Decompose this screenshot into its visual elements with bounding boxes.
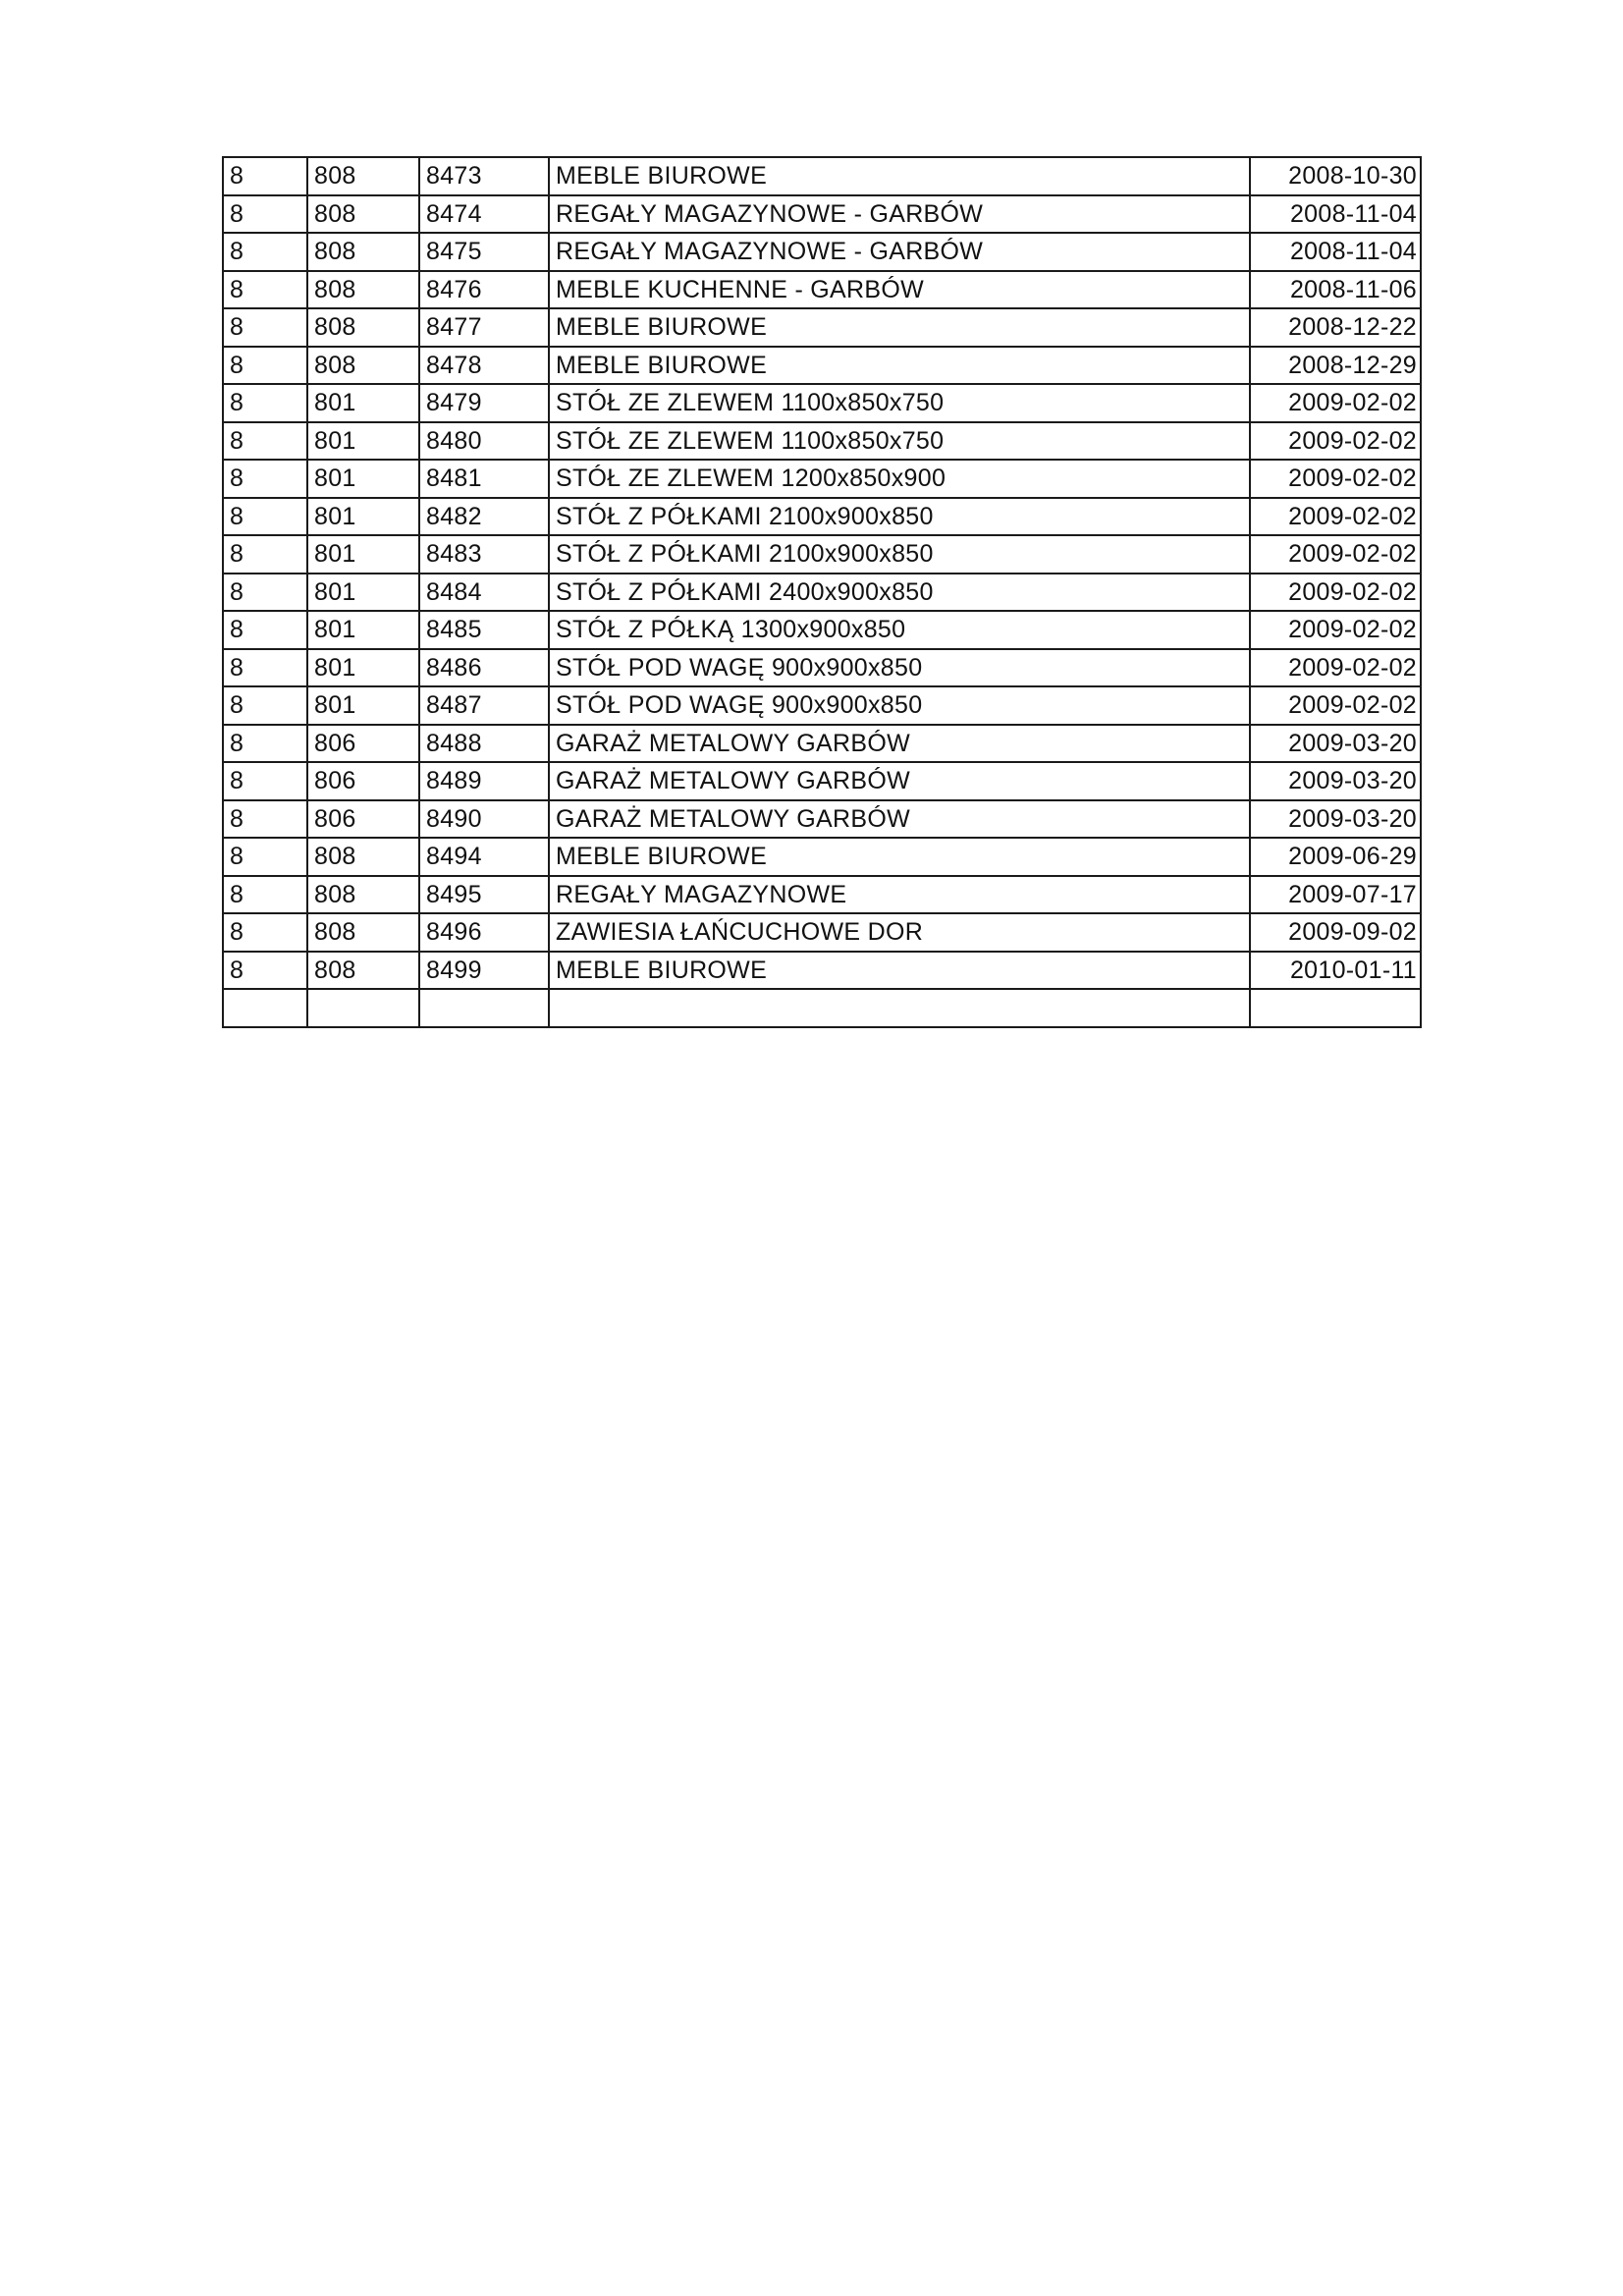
description-cell: MEBLE BIUROWE: [549, 952, 1250, 990]
date-cell: 2009-02-02: [1250, 384, 1421, 422]
subgroup-cell: 808: [307, 157, 419, 195]
date-cell: 2009-06-29: [1250, 838, 1421, 876]
inventory-number-cell: 8474: [419, 195, 549, 234]
description-cell: MEBLE BIUROWE: [549, 347, 1250, 385]
subgroup-cell: 801: [307, 460, 419, 498]
description-cell: STÓŁ Z PÓŁKAMI 2100x900x850: [549, 498, 1250, 536]
subgroup-cell: 808: [307, 195, 419, 234]
table-row: [223, 952, 1421, 990]
table-row: [223, 800, 1421, 839]
inventory-number-cell: 8478: [419, 347, 549, 385]
table-row: [223, 989, 1421, 1027]
group-cell: 8: [223, 952, 307, 990]
subgroup-cell: 801: [307, 384, 419, 422]
inventory-number-cell: 8486: [419, 649, 549, 687]
inventory-number-cell: 8479: [419, 384, 549, 422]
date-cell: 2008-10-30: [1250, 157, 1421, 195]
inventory-number-cell: [419, 989, 549, 1027]
group-cell: 8: [223, 762, 307, 800]
table-row: [223, 535, 1421, 574]
group-cell: 8: [223, 308, 307, 347]
inventory-table-body: [223, 157, 1421, 1027]
description-cell: STÓŁ POD WAGĘ 900x900x850: [549, 686, 1250, 725]
description-cell: STÓŁ ZE ZLEWEM 1100x850x750: [549, 384, 1250, 422]
group-cell: 8: [223, 422, 307, 461]
inventory-number-cell: 8484: [419, 574, 549, 612]
subgroup-cell: 806: [307, 725, 419, 763]
description-cell: REGAŁY MAGAZYNOWE: [549, 876, 1250, 914]
table-row: [223, 876, 1421, 914]
table-row: [223, 460, 1421, 498]
description-cell: STÓŁ ZE ZLEWEM 1100x850x750: [549, 422, 1250, 461]
description-cell: [549, 989, 1250, 1027]
group-cell: 8: [223, 686, 307, 725]
date-cell: 2009-07-17: [1250, 876, 1421, 914]
date-cell: 2009-03-20: [1250, 762, 1421, 800]
inventory-number-cell: 8473: [419, 157, 549, 195]
table-row: [223, 422, 1421, 461]
date-cell: 2008-11-06: [1250, 271, 1421, 309]
date-cell: 2009-03-20: [1250, 725, 1421, 763]
group-cell: 8: [223, 800, 307, 839]
subgroup-cell: 808: [307, 876, 419, 914]
subgroup-cell: 801: [307, 535, 419, 574]
date-cell: 2008-11-04: [1250, 195, 1421, 234]
inventory-number-cell: 8482: [419, 498, 549, 536]
table-row: [223, 384, 1421, 422]
description-cell: STÓŁ Z PÓŁKAMI 2400x900x850: [549, 574, 1250, 612]
description-cell: REGAŁY MAGAZYNOWE - GARBÓW: [549, 233, 1250, 271]
group-cell: 8: [223, 876, 307, 914]
table-row: [223, 913, 1421, 952]
date-cell: 2009-02-02: [1250, 574, 1421, 612]
inventory-number-cell: 8481: [419, 460, 549, 498]
inventory-number-cell: 8494: [419, 838, 549, 876]
date-cell: 2008-12-22: [1250, 308, 1421, 347]
group-cell: 8: [223, 347, 307, 385]
date-cell: 2009-02-02: [1250, 498, 1421, 536]
inventory-number-cell: 8476: [419, 271, 549, 309]
subgroup-cell: [307, 989, 419, 1027]
inventory-number-cell: 8487: [419, 686, 549, 725]
description-cell: STÓŁ Z PÓŁKĄ 1300x900x850: [549, 611, 1250, 649]
date-cell: 2009-02-02: [1250, 422, 1421, 461]
table-row: [223, 838, 1421, 876]
inventory-number-cell: 8495: [419, 876, 549, 914]
inventory-table: [222, 156, 1422, 1028]
date-cell: 2009-02-02: [1250, 686, 1421, 725]
group-cell: 8: [223, 574, 307, 612]
subgroup-cell: 801: [307, 574, 419, 612]
group-cell: 8: [223, 649, 307, 687]
group-cell: 8: [223, 498, 307, 536]
inventory-number-cell: 8475: [419, 233, 549, 271]
subgroup-cell: 808: [307, 233, 419, 271]
table-row: [223, 195, 1421, 234]
table-row: [223, 308, 1421, 347]
description-cell: GARAŻ METALOWY GARBÓW: [549, 800, 1250, 839]
description-cell: STÓŁ ZE ZLEWEM 1200x850x900: [549, 460, 1250, 498]
subgroup-cell: 801: [307, 422, 419, 461]
description-cell: REGAŁY MAGAZYNOWE - GARBÓW: [549, 195, 1250, 234]
inventory-number-cell: 8489: [419, 762, 549, 800]
date-cell: 2010-01-11: [1250, 952, 1421, 990]
description-cell: GARAŻ METALOWY GARBÓW: [549, 762, 1250, 800]
table-row: [223, 762, 1421, 800]
group-cell: 8: [223, 384, 307, 422]
table-row: [223, 498, 1421, 536]
subgroup-cell: 801: [307, 649, 419, 687]
subgroup-cell: 808: [307, 271, 419, 309]
date-cell: 2008-11-04: [1250, 233, 1421, 271]
inventory-number-cell: 8496: [419, 913, 549, 952]
group-cell: 8: [223, 913, 307, 952]
inventory-number-cell: 8499: [419, 952, 549, 990]
subgroup-cell: 806: [307, 762, 419, 800]
description-cell: MEBLE BIUROWE: [549, 838, 1250, 876]
subgroup-cell: 808: [307, 952, 419, 990]
group-cell: 8: [223, 611, 307, 649]
description-cell: GARAŻ METALOWY GARBÓW: [549, 725, 1250, 763]
table-row: [223, 725, 1421, 763]
date-cell: 2009-02-02: [1250, 535, 1421, 574]
description-cell: MEBLE KUCHENNE - GARBÓW: [549, 271, 1250, 309]
group-cell: 8: [223, 157, 307, 195]
subgroup-cell: 808: [307, 308, 419, 347]
group-cell: 8: [223, 271, 307, 309]
inventory-number-cell: 8485: [419, 611, 549, 649]
table-row: [223, 611, 1421, 649]
description-cell: STÓŁ Z PÓŁKAMI 2100x900x850: [549, 535, 1250, 574]
description-cell: MEBLE BIUROWE: [549, 157, 1250, 195]
date-cell: 2008-12-29: [1250, 347, 1421, 385]
group-cell: 8: [223, 233, 307, 271]
inventory-number-cell: 8490: [419, 800, 549, 839]
group-cell: 8: [223, 838, 307, 876]
date-cell: 2009-03-20: [1250, 800, 1421, 839]
subgroup-cell: 808: [307, 838, 419, 876]
group-cell: [223, 989, 307, 1027]
table-row: [223, 649, 1421, 687]
date-cell: [1250, 989, 1421, 1027]
inventory-number-cell: 8488: [419, 725, 549, 763]
group-cell: 8: [223, 535, 307, 574]
description-cell: MEBLE BIUROWE: [549, 308, 1250, 347]
date-cell: 2009-02-02: [1250, 460, 1421, 498]
date-cell: 2009-02-02: [1250, 649, 1421, 687]
table-row: [223, 686, 1421, 725]
subgroup-cell: 808: [307, 913, 419, 952]
subgroup-cell: 801: [307, 611, 419, 649]
subgroup-cell: 806: [307, 800, 419, 839]
inventory-number-cell: 8483: [419, 535, 549, 574]
group-cell: 8: [223, 725, 307, 763]
subgroup-cell: 801: [307, 686, 419, 725]
table-row: [223, 233, 1421, 271]
table-row: [223, 574, 1421, 612]
date-cell: 2009-02-02: [1250, 611, 1421, 649]
inventory-number-cell: 8477: [419, 308, 549, 347]
inventory-number-cell: 8480: [419, 422, 549, 461]
table-row: [223, 157, 1421, 195]
date-cell: 2009-09-02: [1250, 913, 1421, 952]
description-cell: ZAWIESIA ŁAŃCUCHOWE DOR: [549, 913, 1250, 952]
description-cell: STÓŁ POD WAGĘ 900x900x850: [549, 649, 1250, 687]
group-cell: 8: [223, 195, 307, 234]
group-cell: 8: [223, 460, 307, 498]
subgroup-cell: 801: [307, 498, 419, 536]
subgroup-cell: 808: [307, 347, 419, 385]
table-row: [223, 347, 1421, 385]
table-row: [223, 271, 1421, 309]
